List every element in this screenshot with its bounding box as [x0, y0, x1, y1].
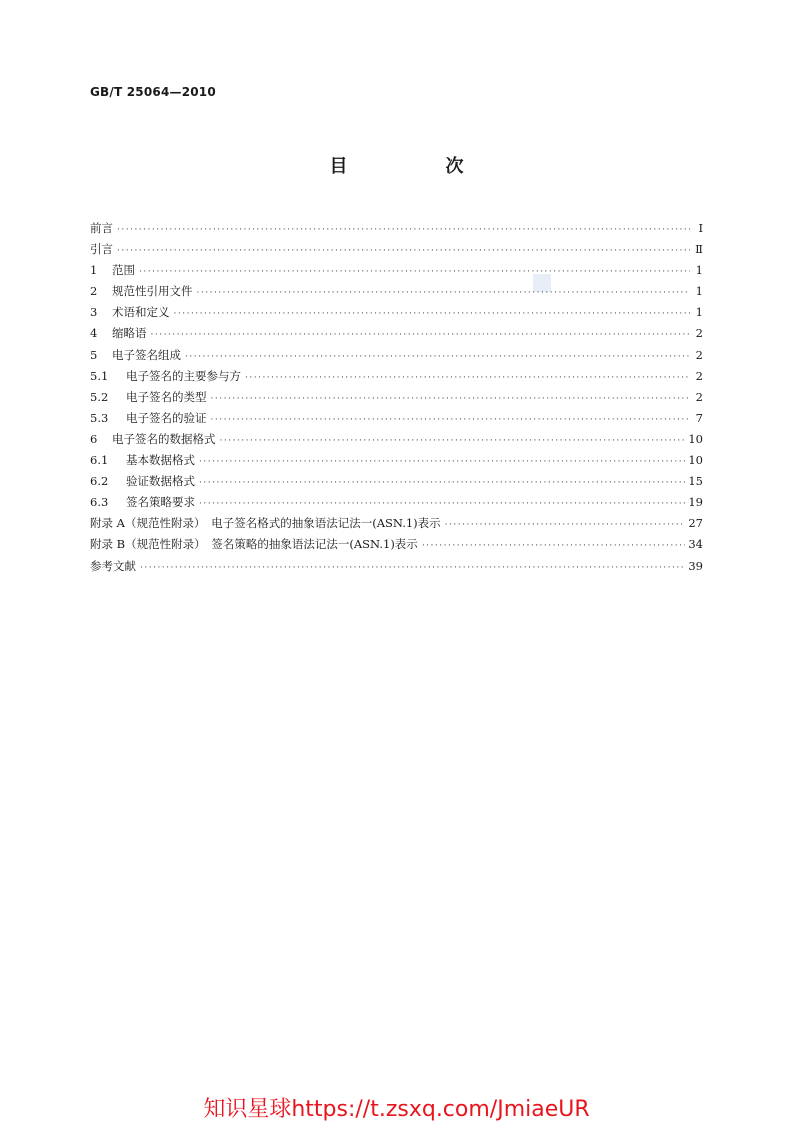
toc-leader-dots: [139, 262, 690, 283]
toc-entry-title: 电子签名的验证: [126, 410, 207, 425]
toc-entry-page: 2: [695, 347, 703, 362]
toc-entry-references[interactable]: [90, 556, 703, 577]
toc-leader-dots: [211, 389, 691, 410]
toc-entry-number: 5: [90, 347, 98, 362]
toc-entry-section-5-2[interactable]: [90, 387, 703, 408]
toc-entry-section-2[interactable]: [90, 281, 703, 302]
toc-entry-title: 附录 A（规范性附录） 电子签名格式的抽象语法记法一(ASN.1)表示: [90, 516, 441, 531]
toc-leader-dots: [199, 494, 685, 515]
toc-entry-title: 签名策略要求: [126, 495, 195, 510]
toc-entry-title: 术语和定义: [112, 305, 170, 320]
toc-entry-title: 引言: [90, 242, 113, 257]
toc-entry-page: Ⅱ: [695, 242, 703, 257]
toc-leader-dots: [174, 304, 691, 325]
toc-entry-section-6[interactable]: [90, 429, 703, 450]
toc-entry-number: 6.3: [90, 495, 109, 510]
toc-entry-section-6-1[interactable]: [90, 450, 703, 471]
toc-leader-dots: [211, 410, 691, 431]
toc-entry-number: 5.1: [90, 368, 109, 383]
toc-entry-section-5-3[interactable]: [90, 408, 703, 429]
toc-entry-section-5-1[interactable]: [90, 366, 703, 387]
toc-entry-page: 34: [688, 537, 703, 552]
toc-leader-dots: [117, 241, 690, 262]
toc-entry-title: 参考文献: [90, 558, 136, 573]
toc-entry-page: 7: [695, 410, 703, 425]
toc-leader-dots: [117, 220, 690, 241]
toc-entry-title: 基本数据格式: [126, 453, 195, 468]
toc-entry-foreword[interactable]: [90, 218, 703, 239]
toc-entry-number: 6.1: [90, 453, 109, 468]
toc-entry-section-6-3[interactable]: [90, 492, 703, 513]
toc-leader-dots: [140, 558, 685, 579]
toc-entry-title: 验证数据格式: [126, 474, 195, 489]
toc-entry-page: 10: [688, 453, 703, 468]
toc-entry-page: 39: [688, 558, 703, 573]
toc-entry-page: 2: [695, 368, 703, 383]
watermark-link[interactable]: 知识星球https://t.zsxq.com/JmiaeUR: [203, 1097, 590, 1122]
toc-entry-title: 规范性引用文件: [112, 284, 193, 299]
toc-entry-number: 5.3: [90, 410, 109, 425]
toc-entry-section-6-2[interactable]: [90, 471, 703, 492]
toc-leader-dots: [197, 283, 691, 304]
toc-entry-page: 15: [688, 474, 703, 489]
toc-entry-section-3[interactable]: [90, 302, 703, 323]
toc-entry-title: 前言: [90, 221, 113, 235]
toc-leader-dots: [245, 368, 690, 389]
toc-leader-dots: [151, 325, 691, 346]
toc-leader-dots: [185, 347, 690, 368]
toc-entry-number: 6.2: [90, 474, 109, 489]
toc-list: [90, 218, 703, 577]
toc-entry-page: 27: [688, 516, 703, 531]
toc-entry-section-4[interactable]: [90, 323, 703, 344]
toc-leader-dots: [199, 473, 685, 494]
toc-entry-page: 1: [695, 284, 703, 299]
toc-leader-dots: [199, 452, 685, 473]
toc-entry-page: 10: [688, 431, 703, 446]
toc-entry-page: 2: [695, 389, 703, 404]
toc-entry-number: 4: [90, 326, 98, 341]
toc-entry-appendix-a[interactable]: [90, 513, 703, 534]
toc-entry-page: 2: [695, 326, 703, 341]
toc-entry-page: 1: [695, 305, 703, 320]
toc-entry-introduction[interactable]: [90, 239, 703, 260]
toc-entry-appendix-b[interactable]: [90, 534, 703, 555]
toc-entry-number: 1: [90, 263, 98, 278]
toc-leader-dots: [445, 515, 686, 536]
toc-leader-dots: [220, 431, 686, 452]
toc-entry-title: 电子签名组成: [112, 347, 181, 362]
toc-entry-section-1[interactable]: [90, 260, 703, 281]
document-code: GB/T 25064—2010: [90, 85, 216, 99]
toc-entry-number: 2: [90, 284, 98, 299]
toc-entry-title: 范围: [112, 263, 135, 278]
toc-entry-number: 5.2: [90, 389, 109, 404]
toc-entry-page: 19: [688, 495, 703, 510]
toc-leader-dots: [422, 536, 686, 557]
toc-entry-section-5[interactable]: [90, 345, 703, 366]
toc-entry-title: 电子签名的数据格式: [112, 431, 216, 446]
toc-entry-title: 电子签名的类型: [126, 389, 207, 404]
toc-entry-title: 缩略语: [112, 326, 147, 341]
toc-entry-page: Ⅰ: [698, 221, 703, 235]
toc-entry-page: 1: [695, 263, 703, 278]
toc-entry-title: 电子签名的主要参与方: [126, 368, 241, 383]
toc-title: 目 次: [329, 156, 504, 177]
toc-entry-number: 3: [90, 305, 98, 320]
toc-entry-title: 附录 B（规范性附录） 签名策略的抽象语法记法一(ASN.1)表示: [90, 537, 418, 552]
toc-entry-number: 6: [90, 431, 98, 446]
